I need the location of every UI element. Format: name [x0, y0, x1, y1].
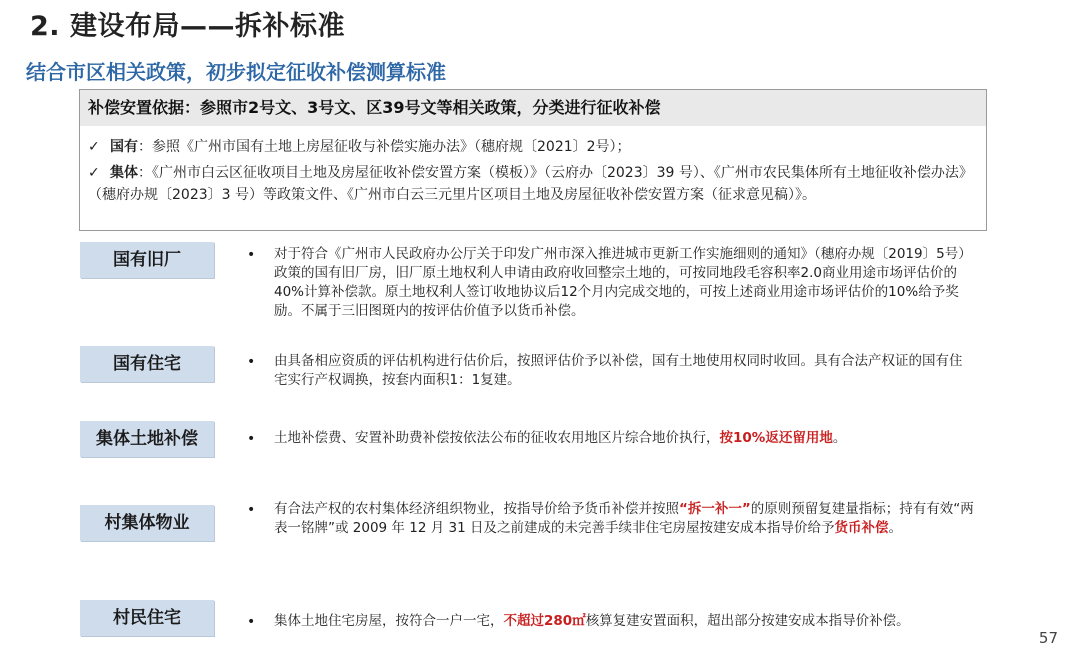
bullet-icon: • [247, 247, 256, 263]
page-number: 57 [1038, 629, 1058, 647]
highlight-text: 货币补偿 [834, 520, 889, 536]
highlight-text: 按10%返还留用地 [719, 430, 833, 446]
bullet-icon: • [247, 614, 256, 630]
basis-item-head: 集体 [110, 165, 138, 181]
category-text-village-property [274, 500, 974, 538]
category-text-villager-housing [274, 612, 974, 631]
basis-heading: 补偿安置依据：参照市2号文、3号文、区39号文等相关政策，分类进行征收补偿 [80, 90, 986, 126]
highlight-text: “拆一补一” [679, 501, 751, 517]
page-title: 2. 建设布局——拆补标准 [30, 11, 345, 42]
category-label-village-property: 村集体物业 [80, 505, 214, 541]
category-text-collective-land [274, 429, 974, 448]
text-segment: 核算复建安置面积，超出部分按建安成本指导价补偿。 [585, 613, 910, 629]
category-text-state-housing: 由具备相应资质的评估机构进行估价后，按照评估价予以补偿，国有土地使用权同时收回。具有合法产权证的国有住宅实行产权调换，按套内面积1：1复建。 [274, 353, 963, 388]
text-segment: 。 [832, 430, 847, 446]
category-text-state-factory: 对于符合《广州市人民政府办公厅关于印发广州市深入推进城市更新工作实施细则的通知》（穗府办规〔2019〕5号）政策的国有旧厂房，旧厂原土地权利人申请由政府收回整宗土地的，可按同地段毛容积率2.0商业用途市场评估价的40%计算补偿款。原土地权利人签订收地协议后12个月内完成交地的，可按上述商业用途市场评估价的10%给予奖励。不属于三旧图斑内的按评估价值予以货币补偿。 [274, 246, 972, 319]
bullet-icon: • [247, 502, 256, 518]
basis-item-state-owned [88, 136, 631, 158]
basis-item-head: 国有 [110, 139, 138, 155]
text-segment: 集体土地住宅房屋，按符合一户一宅， [274, 613, 504, 629]
category-label-state-housing: 国有住宅 [80, 346, 214, 382]
category-label-state-factory: 国有旧厂 [80, 242, 214, 278]
page-subtitle: 结合市区相关政策，初步拟定征收补偿测算标准 [26, 60, 446, 84]
text-segment: 。 [888, 520, 902, 536]
basis-item-text: ：《广州市白云区征收项目土地及房屋征收补偿安置方案（模板）》（云府办〔2023〕39 号）、《广州市农民集体所有土地征收补偿办法》（穗府办规〔2023〕3 号）等政策文件、《广州市白云三元里片区项目土地及房屋征收补偿安置方案（征求意见稿）》。 [88, 165, 973, 203]
bullet-icon: • [247, 431, 256, 447]
basis-item-collective [88, 162, 978, 206]
text-segment: 土地补偿费、安置补助费补偿按依法公布的征收农用地区片综合地价执行， [274, 430, 720, 446]
category-label-villager-housing: 村民住宅 [80, 600, 214, 636]
text-segment: 有合法产权的农村集体经济组织物业，按指导价给予货币补偿并按照 [274, 501, 679, 517]
category-label-collective-land: 集体土地补偿 [80, 421, 214, 457]
compensation-basis-box [79, 89, 987, 231]
text-segment: 的原则预留复建量指标；持有有效“两表一铭牌”或 2009 年 12 月 31 日及之前建成的未完善手续非住宅房屋按建安成本指导价给予 [274, 501, 974, 536]
highlight-text: 不超过280㎡ [503, 613, 586, 629]
check-icon: ✓ [88, 139, 100, 155]
bullet-icon: • [247, 354, 256, 370]
basis-item-text: ：参照《广州市国有土地上房屋征收与补偿实施办法》（穗府规〔2021〕2号）； [138, 139, 631, 155]
check-icon: ✓ [88, 165, 100, 181]
